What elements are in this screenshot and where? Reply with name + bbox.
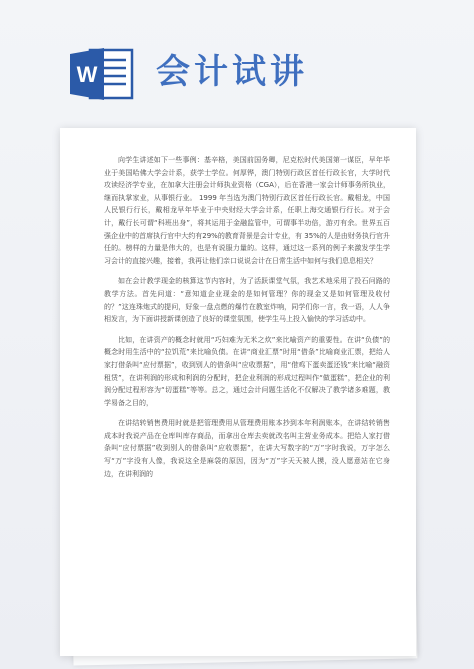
document-preview	[60, 128, 416, 663]
paragraph: 向学生讲述如下一些事例：基辛格，美国前国务卿，尼克松时代美国第一谋臣，早年毕业于美国哈佛大学会计系，获学士学位。何厚铧，澳门特别行政区首任行政长官，大学时代攻读经济学专业，在加拿大注册会计师执业资格（CGA），后在香港一家会计师事务所执业，继而执掌家业，从事银行业。 1999 年当选为澳门特别行政区首任行政长官。戴相龙，中国人民银行行长，戴相龙早年毕业于中央财经大学会计系，任职上海交通银行行长。对于会计，戴行长可谓“科班出身”，将其运用于金融监管中，可谓事半功倍，游刃有余。世界五百强企业中的首席执行官中大约有29%的教育背景是会计专业，有 35%的人是由财务执行官升任的。榜样的力量是伟大的，也是有说服力量的。这样，通过这一系列的例子来激发学生学习会计的直接兴趣，接着，我再让他们亲口说说会计在日常生活中如何与我们息息相关？	[104, 156, 390, 265]
paragraph: 在讲结转销售费用时就是把管理费用从管理费用账本抄到本年利润账本，在讲结转销售成本时我说产品在仓库叫库存商品，而拿出仓库去卖就改名叫主营业务成本。把给人家打借条叫“应付票据”收到别人的借条叫“应收票据”，在讲大写数字的“万”字时我说，万字怎么写“万”字没有人像，我说这全是麻袋的原因，因为“万”字天天被人摸，没人愿意站在它身边，在讲利润的	[104, 419, 390, 478]
document-body	[104, 154, 390, 488]
word-document-icon	[68, 46, 136, 102]
logo-letter: W	[76, 62, 98, 87]
document-page	[60, 128, 416, 656]
paragraph: 如在会计教学现金的核算这节内容时，为了活跃课堂气氛，我艺术地采用了投石问路的教学方法。首先问道：“意知道企业现金的是如何管理？你的现金又是如何管理及收付的？”这连珠炮式的提问，好象一盘点燃的爆竹在教室炸响，同学们你一言，我一语，人人争相发言，为下面讲授新课创造了良好的课堂氛围，使学生马上投入愉快的学习活动中。	[104, 277, 390, 324]
paragraph: 比如，在讲资产的概念时就用“巧妇难为无米之炊”来比喻资产的重要性。在讲“负债”的概念时用生活中的“拉饥荒”来比喻负债。在讲“商业汇票”时用“借条”比喻商业汇票，把给人家打借条叫“应付票据”，收到别人的借条叫“应收票据”，用“借鸡下蛋卖蛋还钱”来比喻“融资租赁”，在讲利润的形成和利润的分配时，把企业利润的形成过程叫作“做蛋糕”，把企业的利润分配过程形容为“切蛋糕”等等。总之，通过会计问题生活化不仅解决了教学诸多难题，教学易备之目的，	[104, 335, 390, 407]
header-banner	[0, 0, 474, 120]
document-title: 会计试讲	[156, 52, 308, 92]
